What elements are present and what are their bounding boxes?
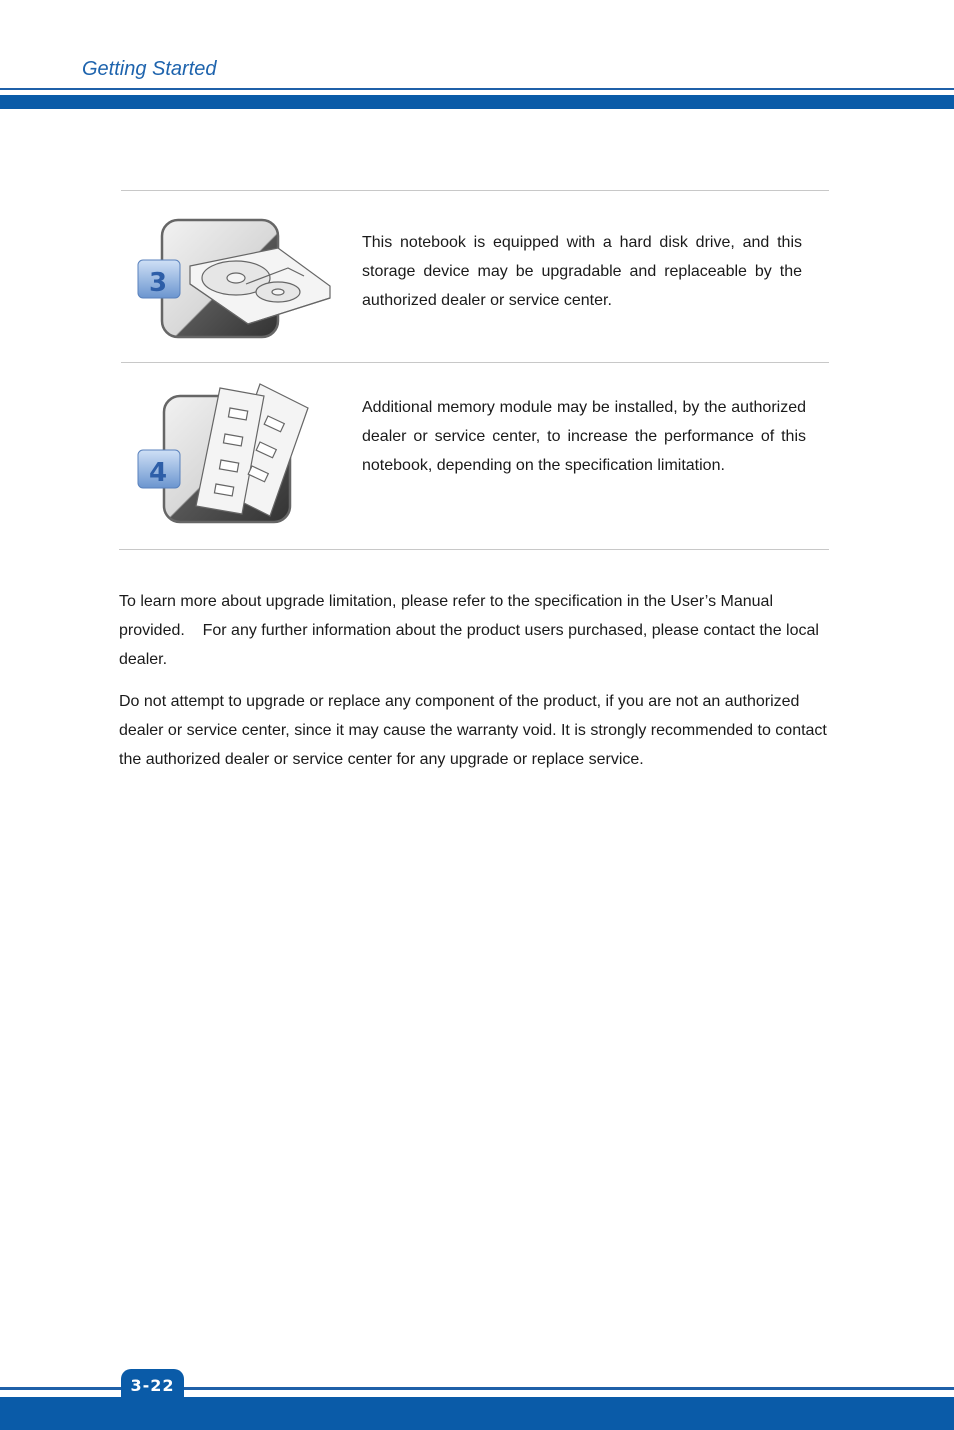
row-description: Additional memory module may be installed, by the authorized dealer or service center, to increase the performance of this notebook, depending on the specification limitation. [362, 399, 806, 474]
row-badge: 3 [148, 268, 168, 298]
hard-disk-drive-icon [128, 194, 338, 354]
table-rule-middle [121, 362, 829, 363]
header-rule-thin [0, 88, 954, 90]
row-description: This notebook is equipped with a hard disk drive, and this storage device may be upgradable and replaceable by the authorized dealer or service center. [362, 234, 802, 309]
header-title: Getting Started [82, 58, 217, 80]
footer-bar [0, 1397, 954, 1430]
header-rule-thick [0, 95, 954, 109]
paragraph-upgrade-limitation: To learn more about upgrade limitation, please refer to the specification in the User’s Manual provided. For any further information about the product users purchased, please contact the local dealer. [119, 593, 819, 668]
paragraph-warranty-warning: Do not attempt to upgrade or replace any component of the product, if you are not an authorized dealer or service center, since it may cause the warranty void. It is strongly recommended to contact the authorized dealer or service center for any upgrade or replace service. [119, 693, 827, 768]
memory-module-icon [130, 366, 340, 546]
page-number: 3-22 [121, 1369, 184, 1401]
row-badge: 4 [148, 458, 168, 488]
table-rule-bottom [119, 549, 829, 550]
table-rule-top [121, 190, 829, 191]
